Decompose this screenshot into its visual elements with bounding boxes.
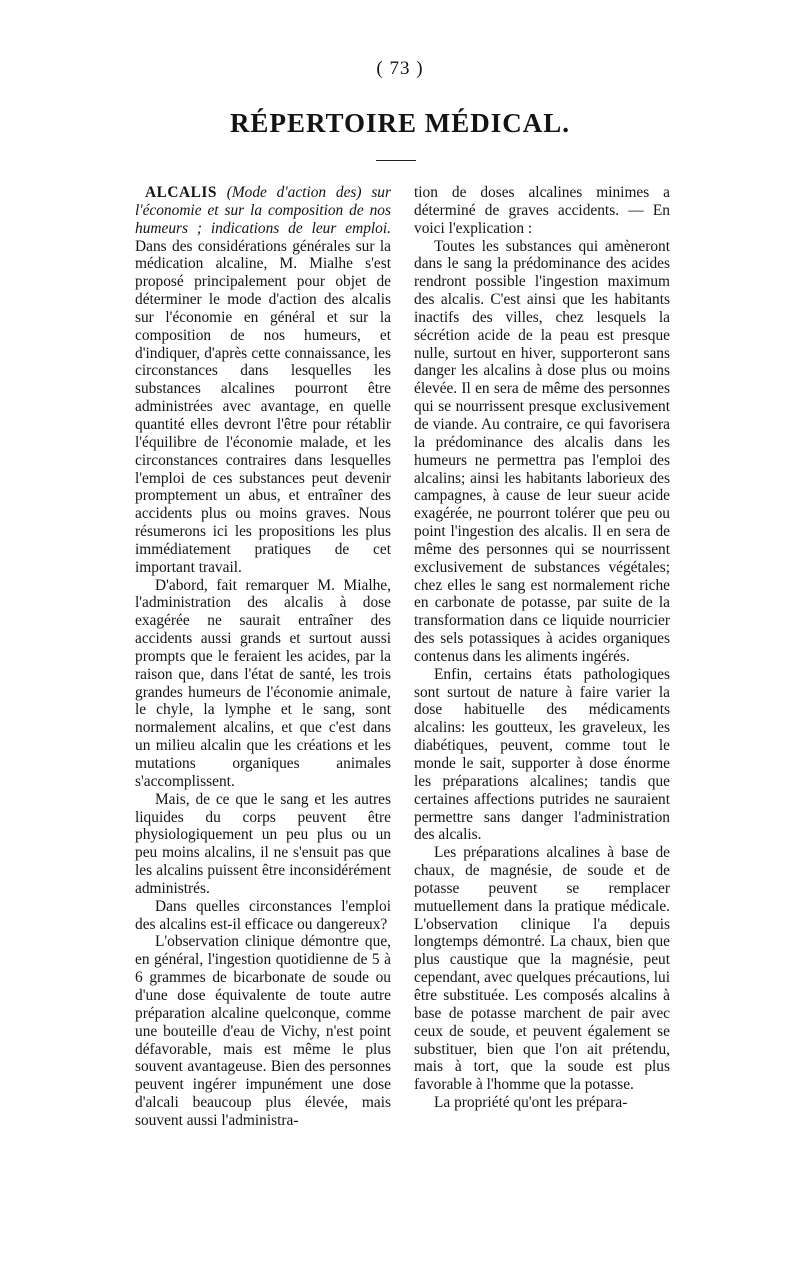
paragraph: Les préparations alcalines à base de chaux, de magnésie, de soude et de potasse peuvent se remplacer mutuellement dans la pratique médicale. L'observation clinique l'a depuis longtemps démontré. La chaux, bien que plus caustique que la magnésie, peut cependant, avec quelques précautions, lui être substituée. Les composés alcalins à base de potasse marchent de pair avec ceux de soude, et peuvent également se substituer, bien que l'on ait prétendu, mais à tort, que la soude est plus favorable à l'homme que la potasse.: [414, 844, 670, 1094]
paragraph: La propriété qu'ont les prépara-: [434, 1094, 628, 1112]
paragraph: Mais, de ce que le sang et les autres liquides du corps peuvent être physiologiquement un peu plus ou un peu moins alcalins, il ne s'ensuit pas que les alcalins puissent être inconsidérément administrés.: [135, 790, 391, 897]
paragraph-text: Dans des considérations générales sur la médication alcaline, M. Mialhe s'est proposé principalement pour objet de déterminer le mode d'action des alcalis sur l'économie en général et sur la composition de nos humeurs, et d'indiquer, d'après cette connaissance, les circonstances dans lesquelles les substances alcalines pourront être administrées avec avantage, en quelle quantité elles devront l'être pour rétablir l'équilibre de l'économie malade, et les circonstances contraires dans lesquelles l'emploi de ces substances peut devenir promptement un abus, et entraîner des accidents plus ou moins graves. Nous résumerons ici les propositions les plus immédiatement pratiques de cet important travail.: [135, 237, 391, 576]
left-column: [135, 184, 391, 1130]
page-number: ( 73 ): [376, 58, 424, 79]
paragraph-continued: tion de doses alcalines minimes a déterminé de graves accidents. — En voici l'explication :: [414, 184, 670, 237]
paragraph: Enfin, certains états pathologiques sont surtout de nature à faire varier la dose habituelle des médicaments alcalins: les goutteux, les graveleux, les diabétiques, peuvent, comme tout le monde le sait, supporter à dose énorme les préparations alcalines; tandis que certaines affections putrides ne sauraient permettre sans danger l'administration des alcalis.: [414, 665, 670, 844]
article-lead-paragraph: [135, 184, 391, 577]
paragraph: Dans quelles circonstances l'emploi des alcalins est-il efficace ou dangereux?: [135, 897, 391, 933]
paragraph: D'abord, fait remarquer M. Mialhe, l'administration des alcalis à dose exagérée ne saurait entraîner des accidents aussi grands et surtout aussi prompts que le feraient les acides, par la raison que, dans l'état de santé, les trois grandes humeurs de l'économie animale, le chyle, la lymphe et le sang, sont normalement alcalins, et que c'est dans un milieu alcalin que les créations et les mutations organiques animales s'accomplissent.: [135, 576, 391, 790]
paragraph: Toutes les substances qui amèneront dans le sang la prédominance des acides rendront possible l'ingestion maximum des alcalis. C'est ainsi que les habitants inactifs des villes, chez lesquels la sécrétion acide de la peau est presque nulle, surtout en hiver, supporteront sans danger les alcalins à dose plus ou moins élevée. Il en sera de même des personnes qui se nourrissent presque exclusivement de viande. Au contraire, ce qui favorisera la prédominance des alcalis dans les humeurs ne permettra pas l'emploi des alcalins; ainsi les habitants laborieux des campagnes, à cause de leur sueur acide exagérée, ne pourront tolérer que peu ou point l'ingestion des alcalis. Il en sera de même des personnes qui se nourrissent exclusivement de substances végétales; chez elles le sang est normalement riche en carbonate de potasse, par suite de la transformation dans ce liquide nourricier des sels potassiques à acides organiques contenus dans les aliments ingérés.: [414, 237, 670, 665]
article-heading-subtitle: (Mode d'action des) sur l'économie et sur la composition de nos humeurs ; indications de leur emploi.: [135, 184, 391, 237]
page-title: RÉPERTOIRE MÉDICAL.: [229, 108, 571, 138]
title-divider: [376, 160, 416, 161]
article-heading-term: ALCALIS: [145, 184, 217, 201]
paragraph: L'observation clinique démontre que, en général, l'ingestion quotidienne de 5 à 6 grammes de bicarbonate de soude ou d'une dose équivalente de toute autre préparation alcaline quelconque, comme une bouteille d'eau de Vichy, n'est point défavorable, mais est même le plus souvent avantageuse. Bien des personnes peuvent ingérer impunément une dose d'alcali beaucoup plus élevée, mais souvent aussi l'administra-: [135, 933, 391, 1129]
right-column: [414, 184, 670, 1112]
